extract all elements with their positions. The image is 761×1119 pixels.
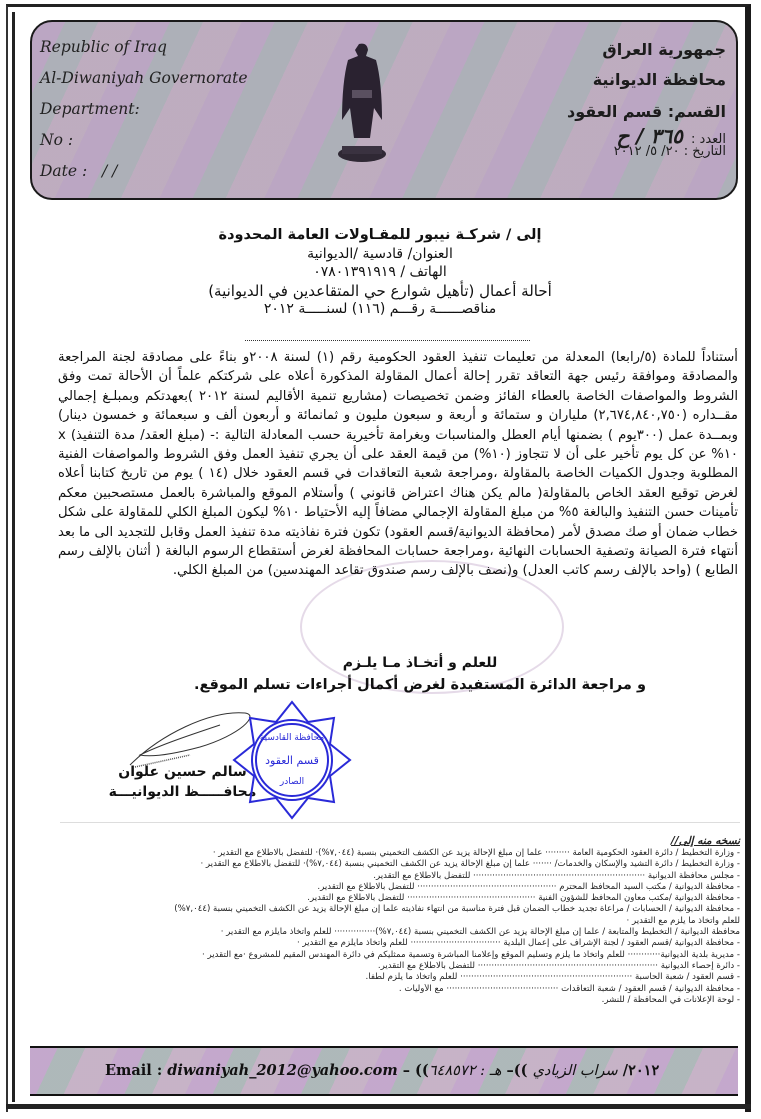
typist-name: سراب الزيادي <box>532 1063 618 1079</box>
subject-line: أحالة أعمال (تأهيل شوارع حي المتقاعدين في الديوانية) <box>208 282 552 300</box>
recipient-phone: الهاتف / ٠٧٨٠١٣٩١٩١٩ <box>313 264 447 280</box>
recipient-company: إلى / شركـة نيبور للمقـاولات العامة المحدودة <box>218 227 542 243</box>
copy-item: - محافظة الديوانية / الحسابات / مراعاة تجديد خطاب الضمان قبل فترة مناسبة من انتهاء نفاذيته علما إن مبلغ الإحالة يزيد عن الكشف التخميني بنسبة (٧,٠٤٤%) <box>174 904 740 915</box>
copy-item: - لوحة الإعلانات في المحافظة / للنشر. <box>601 994 740 1005</box>
stamp-text-2: قسم العقود <box>265 754 319 767</box>
recipient-address: العنوان/ قادسية /الديوانية <box>307 246 453 262</box>
country-ar: جمهورية العراق <box>602 40 726 59</box>
copy-item: محافظة الديوانية / التخطيط والمتابعة / علما إن مبلغ الإحالة يزيد عن الكشف التخميني بنسبة (٧,٠٤٤%)··············· للعلم واتخاذ مايلزم مع التقدير · <box>220 927 740 938</box>
copy-item: - قسم العقود / شعبة الحاسبة ······························································· للعلم واتخاذ ما يلزم لطفاً. <box>365 972 740 983</box>
closing-block <box>150 652 690 696</box>
copy-item: - وزارة التخطيط / دائرة التشيد والإسكان والخدمات/ ······· علما إن مبلغ الإحالة يزيد عن الكشف التخميني بنسبة (٧,٠٤٤%)· للتفضل بالاطلاع مع التقدير · <box>200 859 740 870</box>
email-address[interactable]: diwaniyah_2012@yahoo.com <box>167 1062 398 1079</box>
iraq-eagle-emblem-icon <box>332 42 392 167</box>
copy-item: - محافظة الديوانية / قسم العقود / شعبة التعاقدات ········································· مع الأوليات . <box>398 983 740 994</box>
copy-item: - محافظة الديوانية /قسم العقود / لجنة الإشراف على إعمال البلدية ································· للعلم واتخاذ مايلزم مع التقدير · <box>296 938 740 949</box>
date-label: Date : <box>40 162 88 180</box>
stamp-text-3: الصادر <box>279 777 305 787</box>
governorate-en: Al-Diwaniyah Governorate <box>40 69 248 87</box>
letter-body <box>58 348 738 581</box>
footer-paren: ))– <box>501 1062 533 1079</box>
signatory-title: محافـــــظ الديوانيـــة <box>108 784 257 800</box>
date-label-en <box>40 156 248 187</box>
official-stamp-icon <box>232 700 352 820</box>
letterhead-arabic <box>567 40 726 164</box>
recipient-block <box>150 225 610 318</box>
copies-list <box>62 834 740 1006</box>
footer-contact <box>105 1062 659 1079</box>
copy-item: - مجلس محافظة الديوانية ······························································· للتفضل بالاطلاع مع التقدير. <box>373 870 740 881</box>
signatory-name: سالم حسين علوان <box>118 764 247 780</box>
copy-item: للعلم واتخاذ ما يلزم مع التقدير · <box>626 915 740 926</box>
footer-band <box>30 1046 738 1096</box>
footer-separator: – ((٢٠١٢/ <box>397 1062 660 1079</box>
copies-title: نسخه منه إلى// <box>671 835 740 847</box>
country-en: Republic of Iraq <box>40 38 167 56</box>
date-value: / / <box>102 162 118 180</box>
closing-line-1: للعلم و أتخـاذ مـا يلـزم <box>342 655 498 671</box>
copy-item: - وزارة التخطيط / دائرة العقود الحكومية العامة ········· علما إن مبلغ الإحالة يزيد عن الكشف التخميني بنسبة (٧,٠٤٤%)· للتفضل بالاطلاع مع التقدير · <box>212 848 740 858</box>
copies-divider <box>60 822 740 823</box>
governorate-ar: محافظة الديوانية <box>592 70 726 89</box>
number-label-en: No : <box>40 131 74 149</box>
department-label-en: Department: <box>40 100 140 118</box>
letterhead-english <box>40 32 248 187</box>
dotted-divider <box>245 340 530 341</box>
email-label: Email : <box>105 1062 163 1079</box>
footer-phone: هـ : ٦٤٨٥٧٢ <box>428 1063 502 1079</box>
letterhead <box>30 20 738 200</box>
number-label-ar: العدد : <box>691 132 726 147</box>
stamp-text-1: محافظة القادسية <box>259 733 325 743</box>
copy-item: - دائرة إحصاء الديوانية ·································································· للتفضل بالاطلاع مع التقدير. <box>377 960 740 971</box>
copy-item: - محافظة الديوانية /مكتب معاون المحافظ للشؤون الفنية ··············································· للتفضل بالاطلاع مع التقدير. <box>307 893 740 904</box>
reference-number <box>567 124 726 148</box>
closing-line-2: و مراجعة الدائرة المستفيدة لغرض أكمال أجراءات تسلم الموقع. <box>194 677 646 693</box>
copy-item: - مديرية بلدية الديوانية············ للعلم واتخاذ ما يلزم وتسليم الموقع وإعلامنا المباشرة وتسمية ممثليكم في دائرة المهندس المقيم للمشروع ·مع التقدير · <box>202 949 740 960</box>
frame-border <box>12 12 15 1102</box>
number-value-ar: ٣٦٥ / ح <box>616 124 683 148</box>
tender-number: مناقصــــــة رقـــم (١١٦) لسنـــــة ٢٠١٢ <box>263 301 497 317</box>
department-ar: القسم: قسم العقود <box>567 102 726 121</box>
frame-bottom-border <box>6 1104 751 1109</box>
copy-item: - محافظة الديوانية / مكتب السيد المحافظ المحترم ··················································· للتفضل بالاطلاع مع التقدير. <box>317 881 740 892</box>
body-paragraph: أستناداً للمادة (٥/رابعا) المعدلة من تعليمات تنفيذ العقود الحكومية رقم (١) لسنة ٢٠٠٨و بناءً على مصادقة لجنة المراجعة والمصادقة وموافقة رئيس جهة التعاقد تقرر إحالة أعمال المقاولة المذكورة أعلاه على شركتكم علماً أن الأحالة تمت وفق الشروط والمواصفات الخاصة بالعطاء الفائز وضمن تخصيصات (مشاريع تنمية الأقاليم لسنة ٢٠١٢ )بعهدتكم وبمبلـغ إجمالي مقــداره (٢,٦٧٤,٨٤٠,٧٥٠) ملياران و ستمائة و أربعة و سبعون مليون و ثمانمائة و أربعون ألف و سبعمائة و خمسون دينار) وبمــدة عمل (٣٠٠يوم ) بضمنها أيام العطل والمناسبات وبغرامة تأخيرية حسب المعادلة التالية :- (مبلغ العقد/ مدة التنفيذ) x ١٠% عن كل يوم تأخير على أن لا تتجاوز (١٠%) من قيمة العقد على أن يجري تنفيذ العمل وفق الشروط والمواصفات الفنية المطلوبة وجدول الكميات الخاصة بالمقاولة ،ومراجعة شعبة التعاقدات في قسم العقود خلال (١٤ ) يوم من تاريخ كتابنا أعلاه لغرض توقيع العقد الخاص بالمقاولة( مالم يكن هناك اعتراض قانوني ) وأستلام الموقع والمباشرة بالعمل مستصحبين معكم تأمينات حسن التنفيذ والبالغة ٥% من مبلغ المقاولة الإجمالي مضافاً إليه الأحتياط ١٠% ليكون المبلغ الكلي للمقاولة على شكل خطاب ضمان أو صك مصدق لأمر (محافظة الديوانية/قسم العقود) تكون فترة نفاذيته مدة تنفيذ العمل وقابل للتجديد الى ما بعد أنتهاء فترة الصيانة وتصفية الحسابات النهائية ،ومراجعة حسابات المحافظة لغرض أستقطاع الرسوم البالغة ( أثنان بالإلف رسم الطابع ) (واحد بالإلف رسم كاتب العدل) و(نصف بالإلف رسم صندوق تقاعد المهندسين) من المبلغ الكلي. <box>58 350 739 579</box>
date-ar: التاريخ : ٢٠/ ٥/ ٢٠١٢ <box>613 144 726 159</box>
